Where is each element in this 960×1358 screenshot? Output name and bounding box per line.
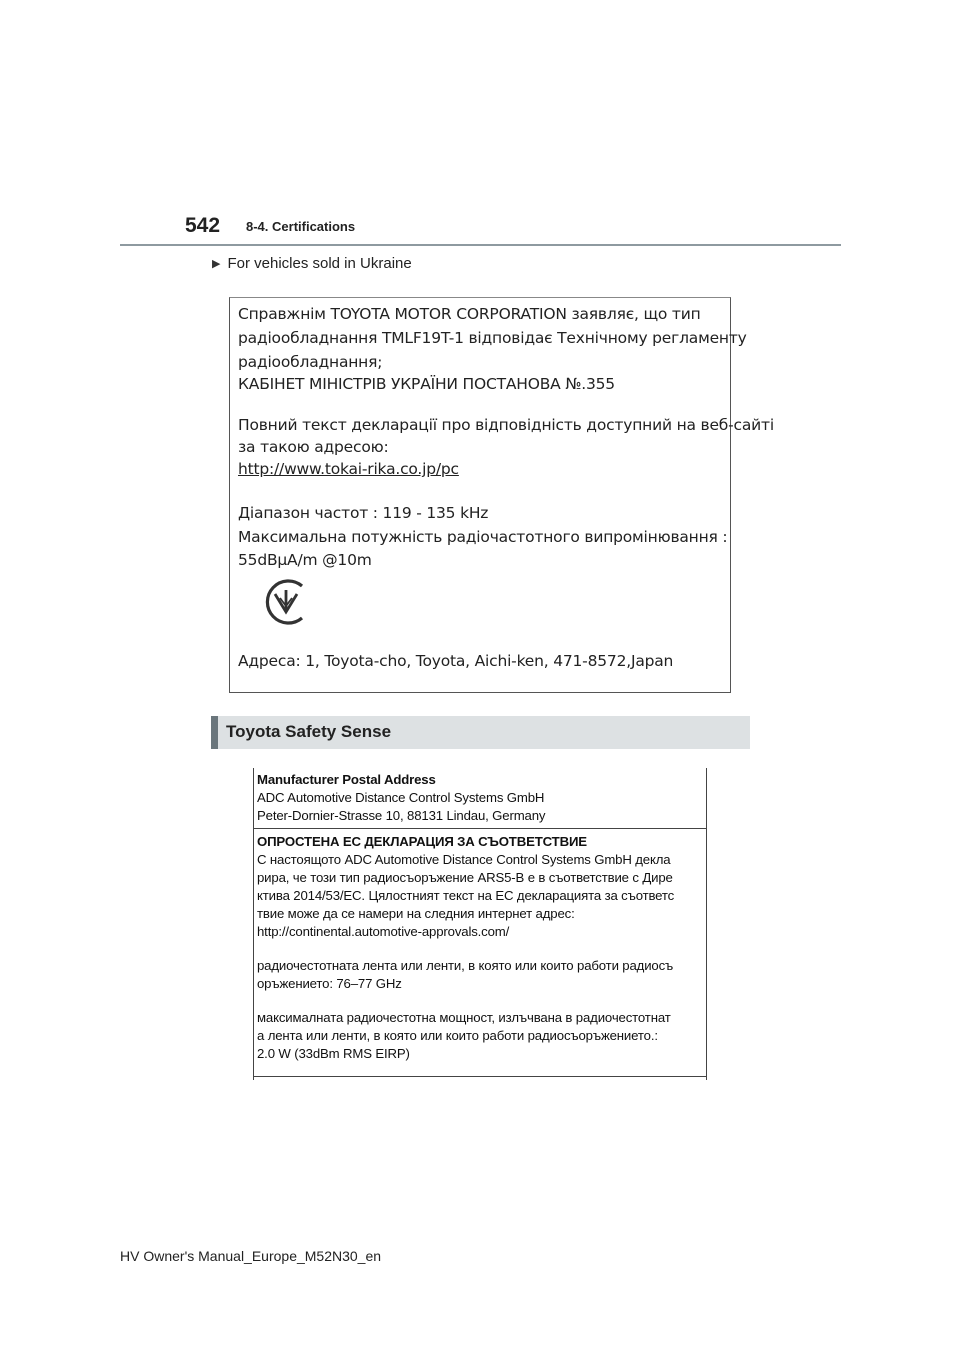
bg-line: 2.0 W (33dBm RMS EIRP) xyxy=(257,1046,410,1061)
header-divider xyxy=(120,244,841,246)
bg-website-link[interactable]: http://continental.automotive-approvals.com/ xyxy=(257,924,510,939)
bulgarian-declaration-scan xyxy=(253,768,707,1080)
ua-line: 55dBμA/m @10m xyxy=(238,551,372,569)
bg-line: Manufacturer Postal Address xyxy=(257,772,436,787)
ua-line: Діапазон частот : 119 - 135 kHz xyxy=(238,504,489,522)
intro-bullet xyxy=(212,255,412,272)
bg-line: ктива 2014/53/ЕС. Цялостният текст на ЕС декларацията за съответс xyxy=(257,888,675,903)
toyota-safety-sense-heading xyxy=(211,716,750,749)
section-title: 8-4. Certifications xyxy=(246,219,356,234)
ua-line: Максимальна потужність радіочастотного випромінювання : xyxy=(238,528,728,546)
bg-line: ADC Automotive Distance Control Systems GmbH xyxy=(257,790,545,805)
ua-line: Повний текст декларації про відповідність доступний на веб-сайті xyxy=(238,416,774,434)
bg-line: твие може да се намери на следния интернет адрес: xyxy=(257,906,575,921)
bg-line: радиочестотната лента или ленти, в която или които работи радиосъ xyxy=(257,958,674,973)
bg-line: максималната радиочестотна мощност, излъчвана в радиочестотнат xyxy=(257,1010,671,1025)
bg-divider xyxy=(254,828,706,829)
bg-line: ОПРОСТЕНА ЕС ДЕКЛАРАЦИЯ ЗА СЪОТВЕТСТВИЕ xyxy=(257,834,587,849)
ua-line: радіообладнання; xyxy=(238,353,383,371)
bg-line: рира, че този тип радиосъоръжение ARS5-B е в съответствие с Дире xyxy=(257,870,673,885)
ua-line: за такою адресою: xyxy=(238,438,389,456)
ukraine-declaration-scan xyxy=(229,297,774,693)
bg-line: Peter-Dornier-Strasse 10, 88131 Lindau, Germany xyxy=(257,808,546,823)
ua-address: Адреса: 1, Toyota-cho, Toyota, Aichi-ken, 471-8572,Japan xyxy=(238,652,674,670)
bg-divider xyxy=(254,1076,706,1077)
ua-line: радіообладнання TMLF19T-1 відповідає Технічному регламенту xyxy=(238,329,747,347)
ua-line: Справжнім TOYOTA MOTOR CORPORATION заявляє, що тип xyxy=(238,305,701,323)
ua-website-link[interactable]: http://www.tokai-rika.co.jp/pc xyxy=(238,460,459,478)
page-number: 542 xyxy=(185,214,221,237)
intro-text: For vehicles sold in Ukraine xyxy=(227,255,412,272)
ua-line: КАБІНЕТ МІНІСТРІВ УКРАЇНИ ПОСТАНОВА №.355 xyxy=(238,375,615,393)
bg-line: а лента или ленти, в която или които работи радиосъоръжението.: xyxy=(257,1028,658,1043)
triangle-bullet-icon: ▶ xyxy=(212,258,221,270)
heading-text: Toyota Safety Sense xyxy=(226,722,392,741)
bg-line: оръжението: 76–77 GHz xyxy=(257,976,402,991)
ukrainian-conformity-mark-icon xyxy=(260,576,312,628)
bg-line: С настоящото ADC Automotive Distance Control Systems GmbH декла xyxy=(257,852,671,867)
footer-manual-id: HV Owner's Manual_Europe_M52N30_en xyxy=(120,1248,382,1264)
